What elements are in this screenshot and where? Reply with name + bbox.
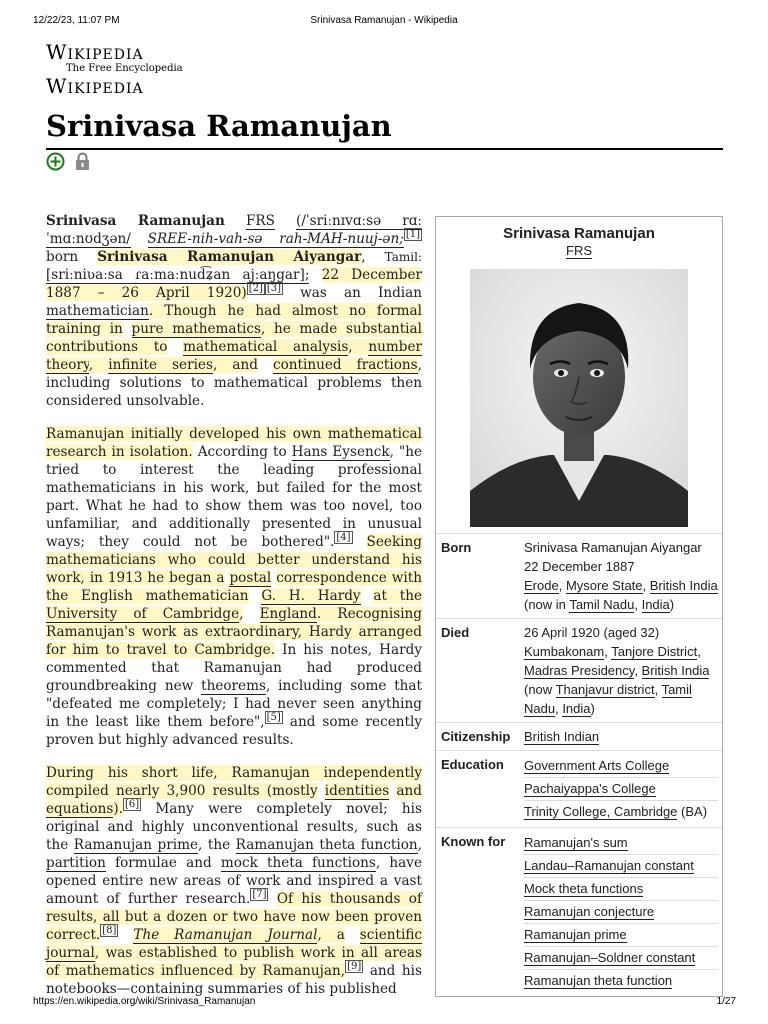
link-india-died[interactable]: India: [562, 701, 591, 716]
link-trinity-college[interactable]: Trinity College, Cambridge: [524, 804, 678, 819]
print-datetime: 12/22/23, 11:07 PM: [33, 15, 120, 26]
article-body: [46, 212, 422, 998]
link-mock-theta-functions[interactable]: mock theta functions: [220, 855, 376, 871]
link-infinite-series[interactable]: infinite series: [108, 357, 213, 373]
infobox-label-citizenship: Citizenship: [441, 729, 511, 744]
link-british-indian[interactable]: British Indian: [524, 729, 600, 744]
link-theorems[interactable]: theorems: [201, 678, 266, 694]
citation-9[interactable]: [9]: [347, 961, 362, 973]
link-madras-presidency[interactable]: Madras Presidency: [524, 663, 635, 678]
link-ramanujan-soldner[interactable]: Ramanujan–Soldner constant: [524, 950, 696, 965]
print-url: https://en.wikipedia.org/wiki/Srinivasa_Ramanujan: [33, 996, 256, 1007]
link-ramanujan-conjecture[interactable]: Ramanujan conjecture: [524, 904, 655, 919]
wikipedia-logo[interactable]: [46, 41, 206, 97]
link-landau-ramanujan-constant[interactable]: Landau–Ramanujan constant: [524, 858, 694, 873]
link-postal[interactable]: postal: [229, 570, 272, 586]
infobox-row-known-for: [436, 827, 722, 996]
infobox-label-known-for: Known for: [441, 834, 506, 849]
life-dates: 22 December 1887 – 26 April 1920): [46, 267, 423, 301]
link-india[interactable]: India: [641, 597, 670, 612]
link-number-theory[interactable]: number theory: [46, 339, 422, 373]
link-ramanujan-theta-function[interactable]: Ramanujan theta function: [235, 837, 418, 853]
citation-5[interactable]: [5]: [266, 712, 281, 724]
lead-paragraph-1: Srinivasa Ramanujan FRS (/ˈsriːnɪvɑːsə rɑːˈmɑːnʊdʒən/ SREE-nih-vah-sə rah-MAH-nuuj-ən; [1] born Srinivasa Ramanujan Aiyangar, Tamil: [sriːniʋaːsa ɾaːmaːnud͡ʑan ajːaŋgar]; 22 December 1887 – 26 April 1920) [2] [3] was an Indian mathematician. Though he had almost no formal training in pure mathematics, he made substantial contributions to mathematical analysis, number theory, infinite series, and continued fractions, including solutions to mathematical problems then considered unsolvable.: [46, 213, 423, 409]
link-kumbakonam[interactable]: Kumbakonam: [524, 644, 605, 659]
frs-link[interactable]: FRS: [245, 213, 275, 229]
link-pure-mathematics[interactable]: pure mathematics: [131, 321, 261, 337]
full-name: Srinivasa Ramanujan Aiyangar: [97, 249, 362, 265]
print-page-title: Srinivasa Ramanujan - Wikipedia: [310, 15, 458, 26]
link-tanjore-district[interactable]: Tanjore District: [611, 644, 698, 659]
citation-7[interactable]: [7]: [252, 889, 267, 901]
wikipedia-wordmark: Wikipedia: [46, 40, 144, 64]
infobox-label-education: Education: [441, 757, 504, 772]
link-continued-fractions[interactable]: continued fractions: [272, 357, 418, 373]
link-british-india-died[interactable]: British India: [641, 663, 710, 678]
infobox-title: Srinivasa Ramanujan: [503, 225, 655, 242]
print-footer: [0, 996, 768, 1010]
citation-2[interactable]: [2]: [248, 283, 263, 295]
infobox-row-born: [436, 533, 722, 618]
link-ramanujan-theta-ib[interactable]: Ramanujan theta function: [524, 973, 673, 988]
wikipedia-tagline: The Free Encyclopedia: [66, 63, 183, 74]
infobox-row-education: Education Government Arts College Pachaiyappa's College Trinity College, Cambridge (BA): [436, 750, 722, 827]
link-tamil-nadu-died[interactable]: Tamil Nadu: [524, 682, 692, 716]
citation-1[interactable]: [1]: [405, 229, 420, 241]
print-header: [0, 15, 768, 29]
article-body-viewport: [46, 212, 423, 997]
citation-6[interactable]: [6]: [124, 799, 140, 811]
link-mathematician[interactable]: mathematician: [46, 303, 149, 319]
link-thanjavur-district[interactable]: Thanjavur district: [555, 682, 655, 697]
wikipedia-wordmark-secondary: Wikipedia: [46, 74, 144, 98]
lock-icon[interactable]: [73, 152, 92, 171]
link-ramanujan-prime-ib[interactable]: Ramanujan prime: [524, 927, 627, 942]
link-ramanujans-sum[interactable]: Ramanujan's sum: [524, 835, 628, 850]
link-identities[interactable]: identities: [324, 783, 390, 799]
infobox-label-died: Died: [441, 625, 470, 640]
print-page-number: 1/27: [716, 996, 736, 1007]
link-erode[interactable]: Erode: [524, 578, 559, 593]
infobox-label-born: Born: [441, 540, 472, 555]
citation-8[interactable]: [8]: [102, 925, 117, 937]
link-mock-theta[interactable]: Mock theta functions: [524, 881, 644, 896]
ipa-pronunciation[interactable]: (/ˈsriːnɪvɑːsə rɑːˈmɑːnʊdʒən/: [46, 213, 422, 247]
link-government-arts-college[interactable]: Government Arts College: [524, 758, 670, 773]
link-mysore-state[interactable]: Mysore State: [565, 578, 643, 593]
link-gh-hardy[interactable]: G. H. Hardy: [261, 588, 361, 604]
page-status-icons: [46, 152, 92, 171]
infobox: [435, 216, 723, 997]
link-hans-eysenck[interactable]: Hans Eysenck: [291, 444, 390, 460]
citation-4[interactable]: [4]: [336, 532, 351, 544]
link-scientific-journal[interactable]: scientific journal: [46, 927, 423, 961]
infobox-value-died: 26 April 1920 (aged 32) Kumbakonam, Tanjore District, Madras Presidency, British India (now Thanjavur district, Tamil Nadu, India): [524, 625, 710, 716]
infobox-frs-link[interactable]: FRS: [566, 243, 592, 258]
link-pachaiyappas-college[interactable]: Pachaiyappa's College: [524, 781, 656, 796]
link-tamil-nadu[interactable]: Tamil Nadu: [569, 597, 635, 612]
link-partition[interactable]: partition: [46, 855, 106, 871]
infobox-value-born: Srinivasa Ramanujan Aiyangar 22 December 1887 Erode, Mysore State, British India (now in Tamil Nadu, India): [524, 540, 718, 612]
lead-paragraph-3: During his short life, Ramanujan independently compiled nearly 3,900 results (mostly identities and equations). [6] Many were completely novel; his original and highly unconventional results, such as the Ramanujan prime, the Ramanujan theta function, partition formulae and mock theta functions, have opened entire new areas of work and inspired a vast amount of further research. [7] Of his thousands of results, all but a dozen or two have now been proven correct. [8] The Ramanujan Journal, a scientific journal, was established to publish work in all areas of mathematics influenced by Ramanujan, [9] and his notebooks—containing summaries of his published: [46, 765, 423, 997]
page-title: Srinivasa Ramanujan: [46, 108, 723, 150]
subject-name: Srinivasa Ramanujan: [46, 213, 225, 229]
infobox-row-died: [436, 618, 722, 722]
infobox-row-citizenship: [436, 722, 722, 750]
lead-paragraph-2: Ramanujan initially developed his own mathematical research in isolation. According to Hans Eysenck, "he tried to interest the leading professional mathematicians in his work, but failed for the most part. What he had to show them was too novel, too unfamiliar, and additionally presented in unusual ways; they could not be bothered". [4] Seeking mathematicians who could better understand his work, in 1913 he began a postal correspondence with the English mathematician G. H. Hardy at the University of Cambridge, England. Recognising Ramanujan's work as extraordinary, Hardy arranged for him to travel to Cambridge. In his notes, Hardy commented that Ramanujan had produced groundbreaking new theorems, including some that "defeated me completely; I had never seen anything in the least like them before", [5] and some recently proven but highly advanced results.: [46, 426, 423, 748]
citation-3[interactable]: [3]: [266, 283, 282, 295]
link-england[interactable]: England: [259, 606, 317, 622]
link-british-india[interactable]: British India: [649, 578, 718, 593]
link-equations[interactable]: equations: [46, 801, 114, 817]
link-mathematical-analysis[interactable]: mathematical analysis: [183, 339, 349, 355]
link-university-of-cambridge[interactable]: University of Cambridge: [46, 606, 240, 622]
link-ramanujan-journal[interactable]: The Ramanujan Journal: [133, 927, 318, 943]
tamil-ipa[interactable]: [sriːniʋaːsa ɾaːmaːnud͡ʑan ajːaŋgar];: [46, 267, 310, 283]
plus-circle-icon[interactable]: [46, 152, 65, 171]
infobox-subtitle: [436, 243, 722, 265]
link-ramanujan-prime[interactable]: Ramanujan prime: [73, 837, 199, 853]
respelling-pronunciation[interactable]: SREE-nih-vah-sə rah-MAH-nuuj-ən;: [147, 231, 404, 247]
portrait-photo[interactable]: [470, 269, 688, 527]
